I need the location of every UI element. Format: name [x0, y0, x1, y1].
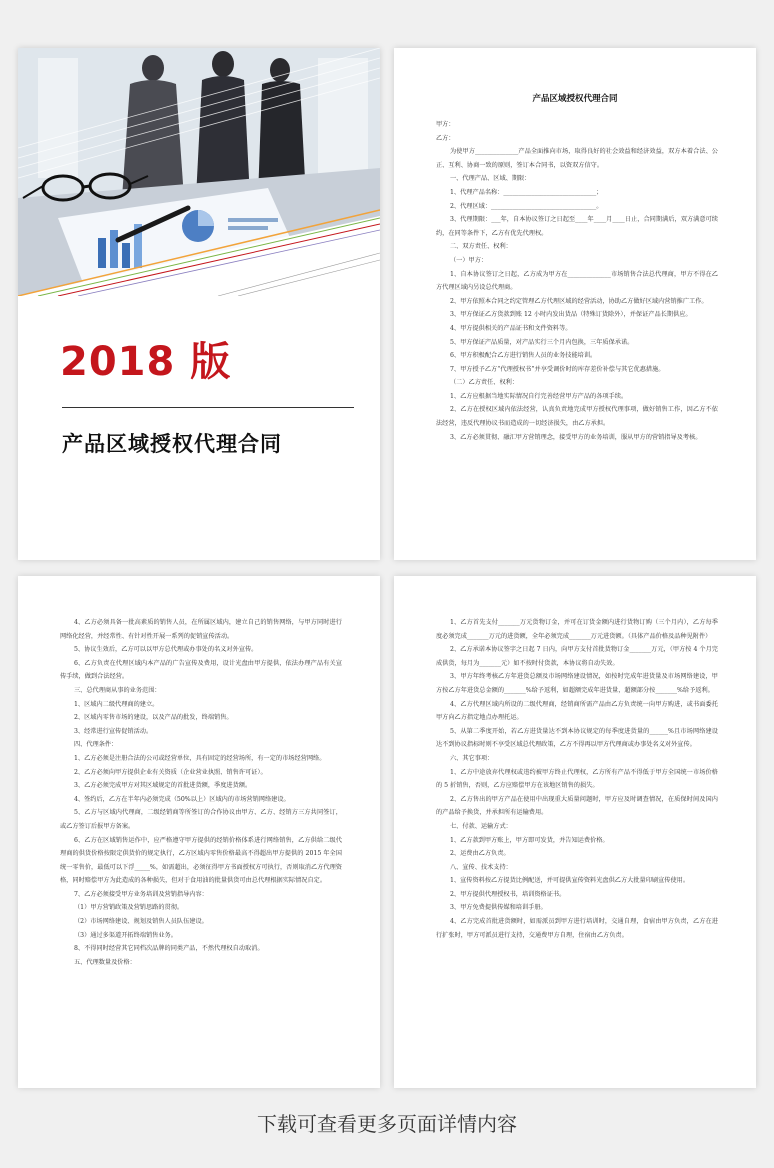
paragraph: 1、乙方款到甲方账上，甲方即可发货，并告知运费价格。	[450, 836, 609, 844]
contract-page-1	[394, 48, 756, 560]
paragraph: 为使甲方______________产品全面推向市场，取得良好的社会效益和经济效益，双方本着合法、公正、互利、协商一致的原则，签订本合同书，以资双方信守。	[436, 148, 718, 169]
page-body	[60, 616, 342, 969]
contract-page-3	[394, 576, 756, 1088]
paragraph: （二）乙方责任、权利：	[450, 379, 519, 387]
paragraph: 甲方：	[436, 121, 455, 128]
cover-year-label: 2018 版	[60, 339, 232, 385]
paragraph: 6、乙方负责在代理区域内本产品的广告宣传及费用，设计光盘由甲方提供，依法办理产品有关宣传手续，做到合法经营。	[60, 659, 342, 681]
paragraph: 2、代理区域：__________________________________。	[450, 202, 603, 210]
paragraph: 4、乙方代理区域内所设的二级代理商，经销商所需产品由乙方负责统一向甲方购进，或书面委托甲方向乙方指定地点办理托运。	[436, 700, 718, 722]
paragraph: 4、签约后，乙方在半年内必须完成（50%以上）区域内的市场营销网络建设。	[74, 795, 290, 803]
paragraph: 一、代理产品、区域、期限：	[450, 175, 531, 183]
paragraph: 2、乙方承诺本协议签字之日起 7 日内，向甲方支付首批货物订金_______万元，（甲方按 4 个月完成供货，每月为_______元）如不按时付货款，本协议将自动失效。	[436, 646, 718, 667]
paragraph: 8、不得同时经营其它同档次品牌的同类产品，不然代理权自动取消。	[74, 945, 264, 953]
paragraph: 1、区域内二级代理商的建立。	[74, 700, 159, 708]
paragraph: 2、甲方提供代理授权书，培训资格证书。	[450, 890, 566, 898]
paragraph: 7、乙方必须接受甲方业务培训及营销指导内容：	[74, 890, 208, 898]
paragraph: 5、协议生效后，乙方可以以甲方总代理或办事处的名义对外宣传。	[74, 646, 258, 654]
paragraph: 2、区域内零售市场的建设，以及产品的批发，终端销售。	[74, 714, 233, 722]
page-body	[436, 118, 718, 444]
paragraph: 4、乙方完成首批进货额时，如需派员到甲方进行培训时，交通自理，食宿由甲方负责，乙方在进行扩张时，甲方可派员进行支持，交通费甲方自理，住宿由乙方负责。	[436, 918, 718, 939]
paragraph: 1、乙方中途放弃代理权或违约被甲方终止代理权，乙方所有产品不得低于甲方全国统一市场价格的 5 折销售，否则，乙方应赔偿甲方在该地区销售的损失。	[436, 768, 718, 790]
paragraph: 3、甲方年终考核乙方年进货总额及市场网络建设情况，如按时完成年进货量及市场网络建设，甲方按乙方年进货总金额的_______%给予返利，如超额完成年进货量，超额部分按_______%给予返利。	[436, 673, 718, 694]
page-body	[436, 616, 718, 942]
paragraph: 3、乙方必须完成甲方对其区域规定的首批进货额，季度进货额。	[74, 782, 252, 790]
paragraph: 1、自本协议签订之日起，乙方成为甲方在______________市场销售合法总代理商，甲方不得在乙方代理区域内另设总代理商。	[436, 270, 718, 292]
paragraph: 5、甲方保证产品质量，对产品实行三个月内包换，三年质保承诺。	[450, 338, 634, 346]
paragraph: 3、甲方保证乙方货款到账 12 小时内发出货品（特殊订货除外），并保证产品长期供应。	[450, 311, 692, 319]
paragraph: 5、从第二季度开始，若乙方进货量达不到本协议规定的每季度进货量的______%且市场网络建设达不到协议指标时则不享受区域总代理政策，乙方不得再以甲方代理商或办事处名义对外宣传。	[436, 727, 718, 749]
paragraph: 三、总代理商从事的业务范围：	[74, 686, 161, 694]
paragraph: （一）甲方：	[450, 256, 488, 264]
business-handshake-illustration	[18, 48, 380, 296]
paragraph: 1、代理产品名称：______________________________；	[450, 188, 603, 196]
cover-title: 产品区域授权代理合同	[62, 432, 282, 456]
paragraph: 八、宣传、技术支持：	[450, 863, 512, 871]
paragraph: （1）甲方营销政策及营销思路的贯彻。	[74, 904, 184, 912]
paragraph: 5、乙方与区域内代理商，二级经销商等所签订的合作协议由甲方、乙方、经销方三方共同签订，或乙方签订后报甲方备案。	[60, 809, 342, 830]
paragraph: 七、付款、运输方式：	[450, 822, 512, 830]
paragraph: 2、运费由乙方负责。	[450, 850, 510, 858]
cover-photo	[18, 48, 380, 296]
cover-page	[18, 48, 380, 560]
watermark: ​	[616, 510, 632, 536]
paragraph: 五、代理数量及价格：	[74, 958, 136, 966]
paragraph: 4、乙方必须具备一批高素质的销售人员，在所属区域内，建立自己的销售网络，与甲方同时进行网络化经营，并经常性、有针对性开展一系列的促销宣传活动。	[60, 619, 342, 640]
paragraph: 7、甲方授予乙方“代理授权书”并享受调价时的库存差价补偿与其它优惠措施。	[450, 365, 665, 373]
contract-page-2	[18, 576, 380, 1088]
paragraph: 3、代理期限：___年，自本协议签订之日起至____年____月____日止，合同期满后，双方满意可续约，在同等条件下，乙方有优先代理权。	[436, 216, 718, 237]
paragraph: 1、乙方首先支付_______万元货物订金，并可在订货金额内进行货物订购（三个月内），乙方每季度必须完成_______万元的进货额，全年必须完成_______万元进货额。（具体产品价格及品种见附件）	[436, 619, 718, 640]
paragraph: 四、代理条件：	[74, 741, 118, 749]
paragraph: 2、乙方在授权区域内依法经营，认真负责地完成甲方授权代理事项，做好销售工作，因乙方不依法经营，违反代理协议书而造成的一切经济损失，由乙方承担。	[436, 406, 718, 428]
paragraph: 二、双方责任、权利：	[450, 243, 512, 251]
page-title: 产品区域授权代理合同	[532, 94, 618, 104]
paragraph: 2、甲方依照本合同之约定管理乙方代理区域的经营活动，协助乙方做好区域内营销推广工作。	[450, 297, 708, 305]
paragraph: 乙方：	[436, 134, 455, 142]
paragraph: 1、乙方必须是注册合法的公司或经营单位，具有固定的经营场所，有一定的市场经营网络。	[74, 754, 326, 762]
paragraph: 4、甲方提供相关的产品证书和文件资料等。	[450, 324, 572, 332]
paragraph: 3、经常进行宣传促销活动。	[74, 727, 153, 735]
paragraph: 六、其它事项：	[450, 754, 494, 762]
paragraph: 3、甲方免费提供传媒和培训手册。	[450, 904, 547, 912]
paragraph: 1、宣传资料按乙方提货比例配送，并可提供宣传资料光盘供乙方大批量印刷宣传使用。	[450, 877, 690, 885]
paragraph: 2、乙方售出的甲方产品在使用中出现重大质量问题时，甲方应及时调查情况，在质保时间及国内的产品给予换货，并承担所有运输费用。	[436, 795, 718, 817]
paragraph: 6、乙方在区域销售运作中，应严格遵守甲方提供的经销价格体系进行网络销售，乙方供给二级代理商的供货价格按限定供货价的规定执行，乙方区域内零售价格最高不得超出甲方提供的 2015 年全国统一零售价，最低可以下浮_____%，如需超出，必须征得甲方书面授权方可执行，否则取消乙方代理资格，同时赔偿甲方为此造成的各种损失，但对于食用油的批量供货可由总代理根据实际情况自定。	[60, 836, 342, 885]
paragraph: 6、甲方积极配合乙方进行销售人员的业务技能培训。	[450, 352, 597, 360]
paragraph: （2）市场网络建设、规划及销售人员队伍建设。	[74, 918, 208, 926]
paragraph: （3）通过多渠道开拓终端销售业务。	[74, 931, 177, 939]
paragraph: 1、乙方应根据当地实际情况自行完善经营甲方产品的各项手续。	[450, 392, 628, 400]
paragraph: 3、乙方必须贯彻、融汇甲方营销理念，接受甲方的业务培训，服从甲方的营销指导及考核。	[450, 433, 702, 441]
paragraph: 2、乙方必须向甲方提供企业有关资质（企业营业执照、销售许可证）。	[74, 768, 267, 776]
download-more-link[interactable]: 下载可查看更多页面详情内容	[257, 1112, 517, 1136]
cover-divider	[62, 407, 354, 408]
